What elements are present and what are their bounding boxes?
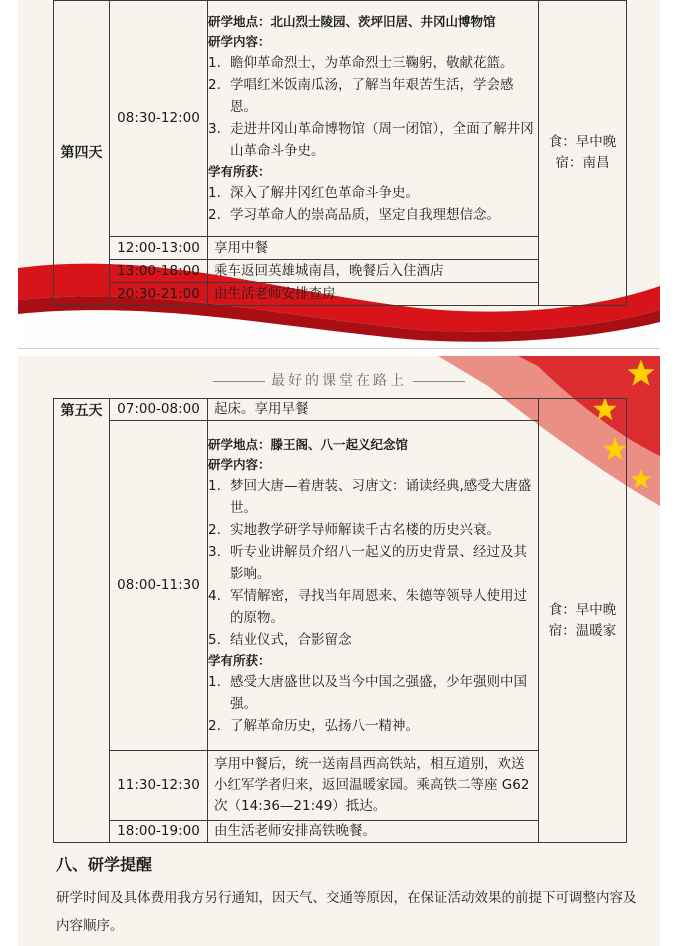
day5-noon-activity: 享用中餐后，统一送南昌西高铁站，相互道别，欢送小红军学者归来，返回温暖家园。乘高铁二等座 G62 次（14:36—21:49）抵达。 <box>208 751 539 821</box>
day5-time-breakfast: 07:00-08:00 <box>110 399 208 421</box>
list-item: 1. 梦回大唐—着唐装、习唐文：诵读经典,感受大唐盛世。 <box>208 477 532 516</box>
day4-time-lunch: 12:00-13:00 <box>110 237 208 260</box>
day5-label: 第五天 <box>54 399 110 843</box>
document-page-1 <box>18 0 660 348</box>
list-item: 2. 实地教学研学导师解读千古名楼的历史兴衰。 <box>208 521 500 538</box>
list-item: 3. 听专业讲解员介绍八一起义的历史背景、经过及其影响。 <box>208 543 527 582</box>
day5-content-list <box>208 475 538 651</box>
day4-time-morning: 08:30-12:00 <box>110 1 208 237</box>
list-item: 4. 军情解密，寻找当年周恩来、朱德等领导人使用过的原物。 <box>208 587 527 626</box>
day5-time-morning: 08:00-11:30 <box>110 421 208 751</box>
day5-breakfast-activity: 起床。享用早餐 <box>208 399 539 421</box>
day4-location: 研学地点：北山烈士陵园、茨坪旧居、井冈山博物馆 <box>208 13 496 29</box>
list-item: 5. 结业仪式，合影留念 <box>208 631 352 648</box>
day4-label: 第四天 <box>54 1 110 306</box>
day4-schedule-table <box>53 0 627 306</box>
day5-time-noon: 11:30-12:30 <box>110 751 208 821</box>
day4-lunch-activity: 享用中餐 <box>208 237 539 260</box>
day4-morning-activity <box>208 1 539 237</box>
day5-meal: 食：早中晚 <box>548 601 617 618</box>
day5-meal-stay <box>539 399 627 843</box>
day5-location: 研学地点：滕王阁、八一起义纪念馆 <box>208 436 409 452</box>
day4-check-activity: 由生活老师安排查房 <box>208 283 539 306</box>
list-item: 2. 学唱红米饭南瓜汤，了解当年艰苦生活，学会感恩。 <box>208 76 514 115</box>
section-8-note: 研学时间及具体费用我方另行通知，因天气、交通等原因，在保证活动效果的前提下可调整内容及内容顺序。 <box>56 890 637 934</box>
day4-time-check: 20:30-21:00 <box>110 283 208 306</box>
list-item: 1. 瞻仰革命烈士，为革命烈士三鞠躬，敬献花篮。 <box>208 54 514 71</box>
day4-stay: 宿：南昌 <box>555 155 610 171</box>
list-item: 2. 了解革命历史，弘扬八一精神。 <box>208 717 419 734</box>
day5-morning-activity <box>208 421 539 751</box>
section-8-title: 八、研学提醒 <box>56 855 153 874</box>
day4-return-activity: 乘车返回英雄城南昌，晚餐后入住酒店 <box>208 260 539 283</box>
day5-gain-list <box>208 671 538 737</box>
list-item: 2. 学习革命人的崇高品质，坚定自我理想信念。 <box>208 206 500 223</box>
day5-stay: 宿：温暖家 <box>548 622 617 639</box>
day5-content-heading: 研学内容： <box>208 456 271 472</box>
day5-dinner-activity: 由生活老师安排高铁晚餐。 <box>208 821 539 843</box>
star-icon <box>630 468 652 490</box>
document-page-2 <box>18 356 660 946</box>
motto-banner <box>18 370 660 390</box>
list-item: 1. 感受大唐盛世以及当今中国之强盛，少年强则中国强。 <box>208 673 527 712</box>
day4-gain-list <box>208 182 538 226</box>
list-item: 1. 深入了解井冈红色革命斗争史。 <box>208 184 419 201</box>
day4-meal-stay <box>539 1 627 306</box>
day5-time-dinner: 18:00-19:00 <box>110 821 208 843</box>
day4-content-heading: 研学内容： <box>208 33 271 49</box>
day4-gain-heading: 学有所获： <box>208 163 271 179</box>
day5-gain-heading: 学有所获： <box>208 652 271 668</box>
day4-meal: 食：早中晚 <box>548 134 617 150</box>
day4-content-list <box>208 52 538 162</box>
list-item: 3. 走进井冈山革命博物馆（周一闭馆），全面了解井冈山革命斗争史。 <box>208 120 534 159</box>
day4-time-return: 13:00-18:00 <box>110 260 208 283</box>
day5-schedule-table <box>53 398 627 843</box>
motto-text: 最好的课堂在路上 <box>271 373 407 389</box>
